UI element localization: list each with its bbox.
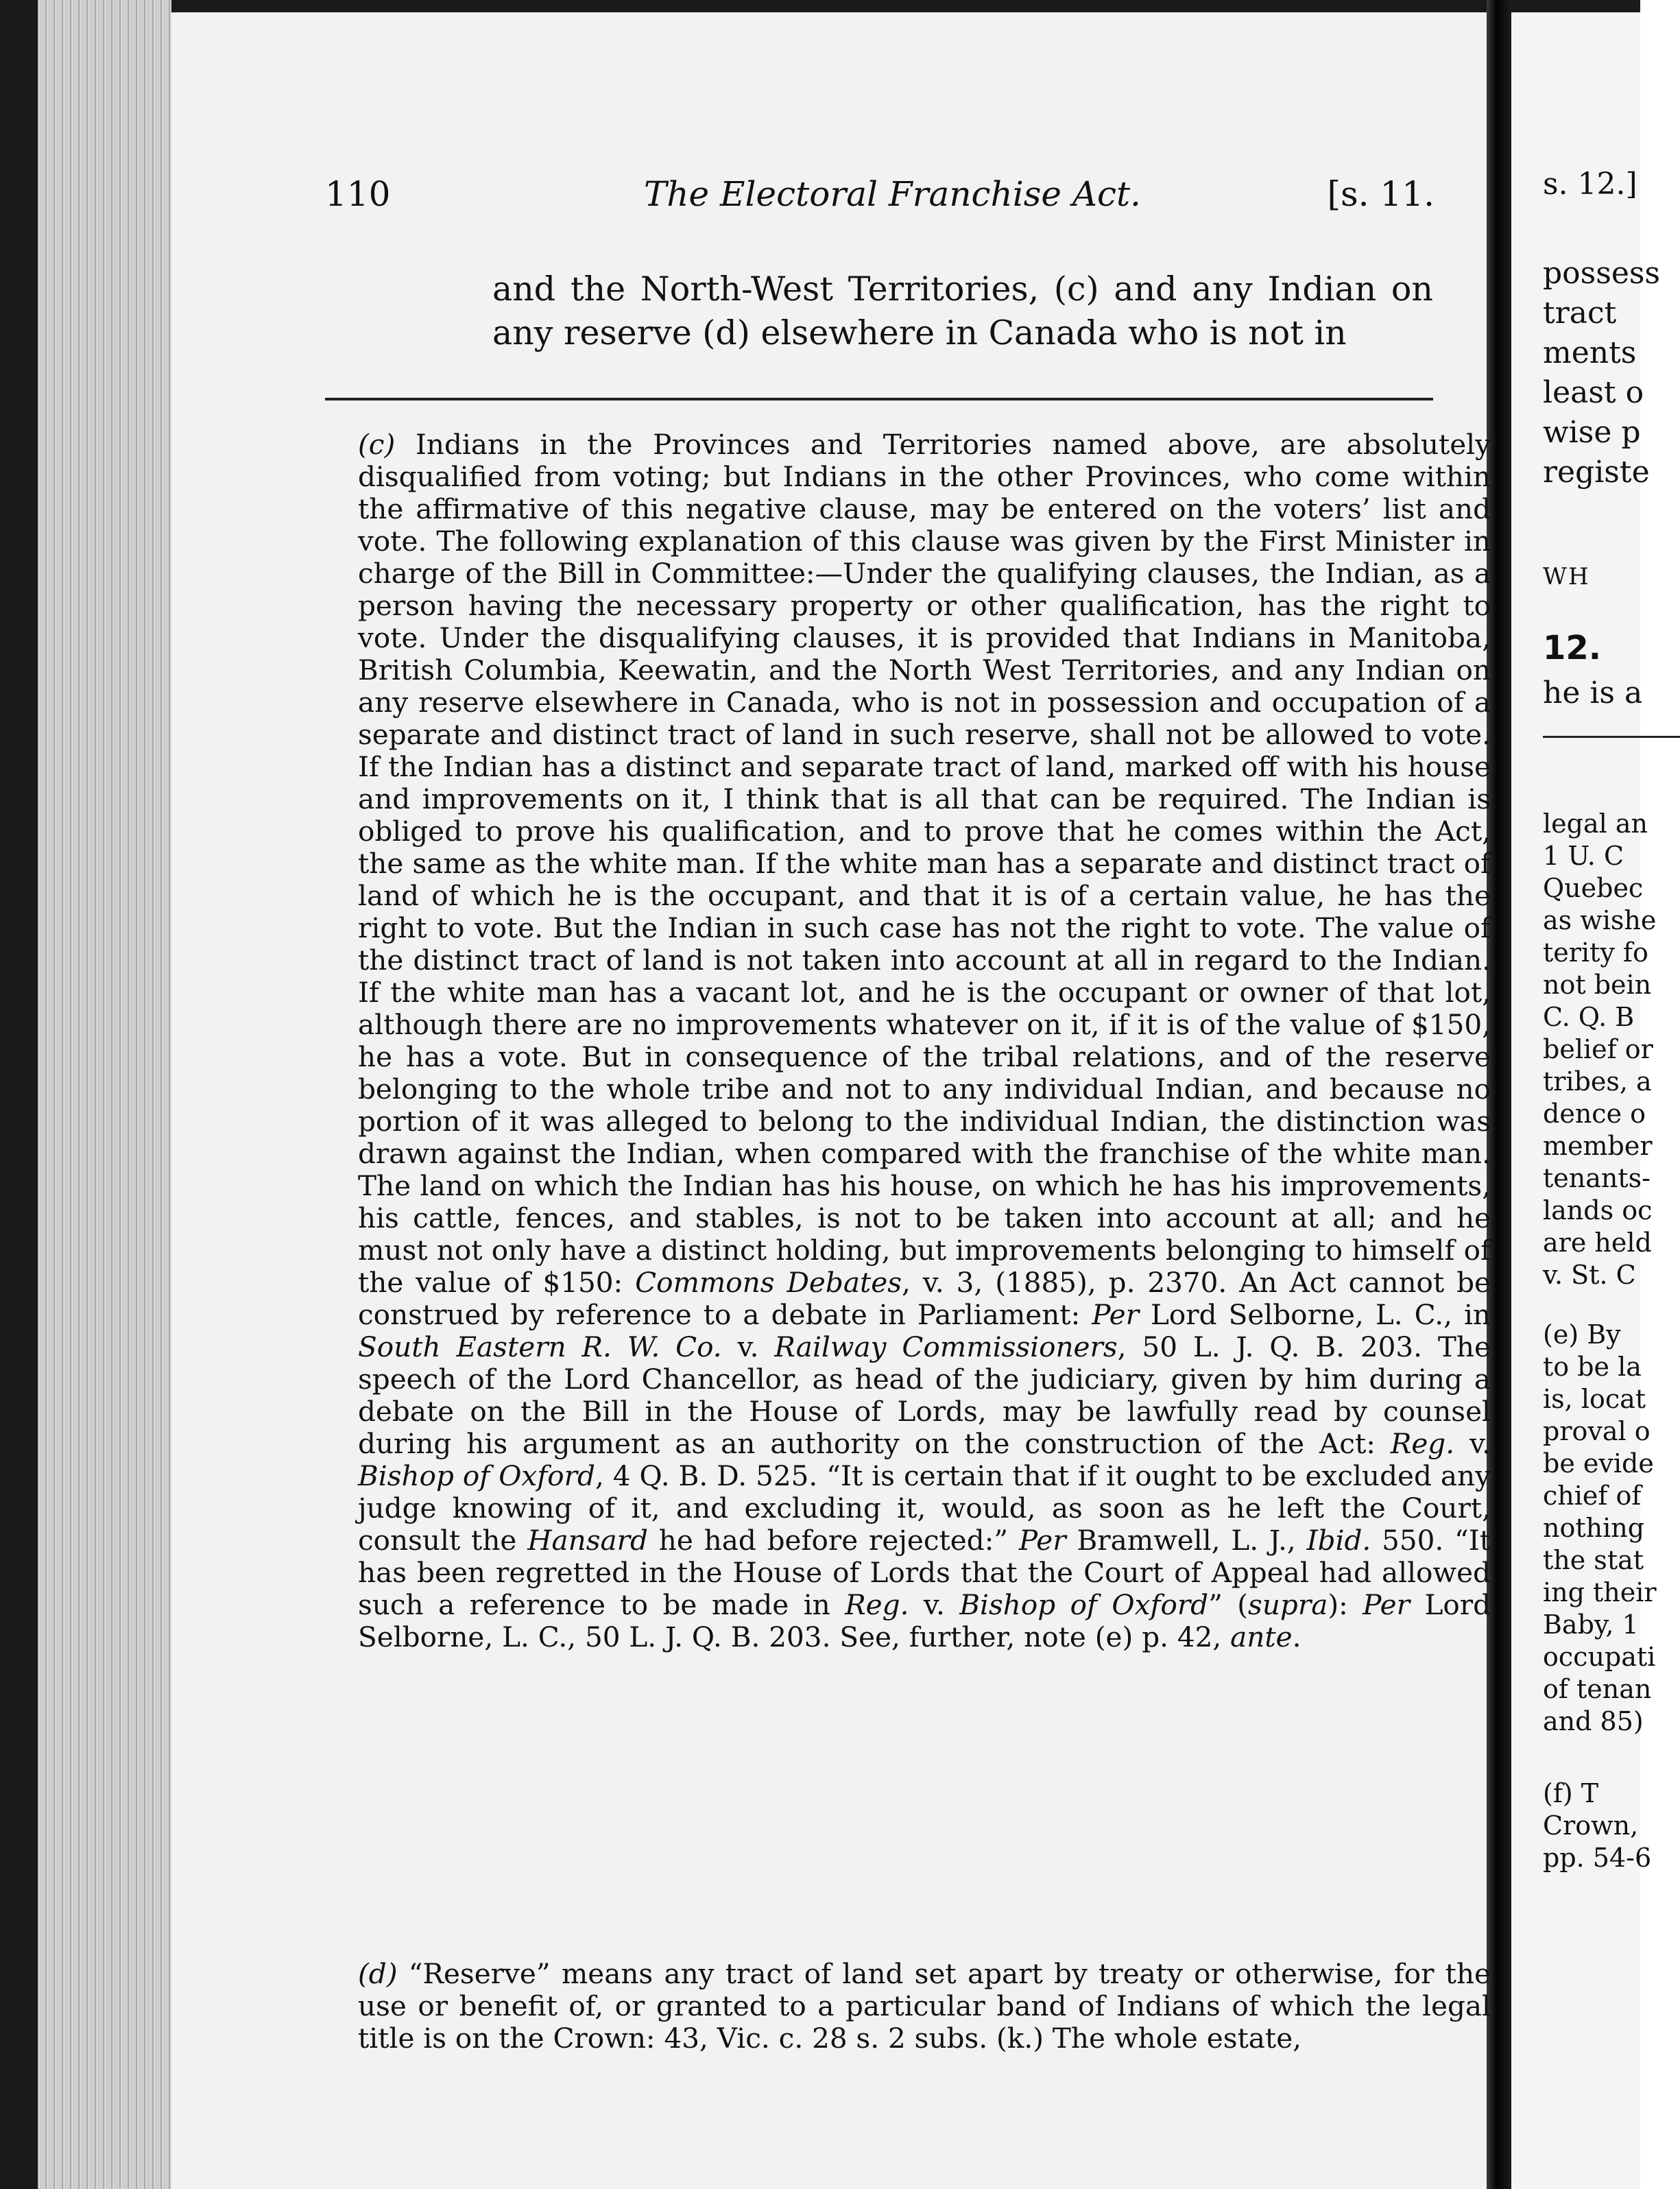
right-note-line: of tenan — [1543, 1674, 1652, 1704]
footnote-text: he had before rejected:” — [658, 1524, 1009, 1557]
right-note-line: not bein — [1543, 970, 1652, 1000]
right-body-line: ments — [1543, 335, 1637, 370]
right-note-line: occupati — [1543, 1642, 1656, 1672]
footnote-text: Lord Selborne, L. C., 50 L. J. Q. B. 203. See, further, note (e) p. 42, — [358, 1588, 1491, 1653]
right-note-line: Crown, — [1543, 1810, 1639, 1841]
footnote-citation: Bishop of Oxford — [358, 1459, 595, 1492]
footnote-text: ” ( — [1208, 1588, 1249, 1621]
running-head — [325, 165, 1463, 219]
footnote-citation: Reg. — [1390, 1427, 1455, 1460]
right-note-line: pp. 54-6 — [1543, 1843, 1652, 1873]
footnote-citation: Per — [1092, 1298, 1139, 1331]
footnote-text: , 4 Q. B. D. 525. “It is certain that if it ought to be excluded any judge knowing of it, and excluding it, would, as soon as he left the Court, consult the — [358, 1459, 1491, 1557]
right-note-line: member — [1543, 1131, 1653, 1161]
right-body-line: tract — [1543, 296, 1617, 331]
right-body-line: possess — [1543, 256, 1661, 291]
right-section-line: he is a — [1543, 675, 1643, 710]
footnote-d — [325, 1958, 1491, 2055]
right-note-line: belief or — [1543, 1034, 1653, 1064]
right-note-line: Quebec — [1543, 873, 1644, 903]
right-note-line: (f) T — [1543, 1778, 1599, 1808]
footnote-label: (c) — [358, 428, 396, 461]
footnote-citation: Per — [1018, 1524, 1066, 1557]
right-body-line: wise p — [1543, 415, 1641, 450]
footnote-citation: Reg. — [845, 1588, 909, 1621]
footnote-rule — [325, 398, 1433, 400]
footnote-citation: Bishop of Oxford — [959, 1588, 1209, 1621]
section-ref: [s. 11. — [1327, 174, 1435, 214]
footnote-citation: Railway Commissioners — [774, 1330, 1118, 1363]
footnote-text: v. — [737, 1330, 759, 1363]
footnote-text: Indians in the Provinces and Territories named above, are absolutely disqualified from voting; but Indians in the other Provinces, who come within the affirmative of this negative clause, may be entered on the voters’ list and vote. The following explanation of this clause was given by the First Minister in charge of the Bill in Committee:—Under the qualifying clauses, the Indian, as a person having the necessary property or other qualification, has the right to vote. Under the disqualifying clauses, it is provided that Indians in Manitoba, British Columbia, Keewatin, and the North West Territories, and any Indian on any reserve elsewhere in Canada, who is not in possession and occupation of a separate and distinct tract of land in such reserve, shall not be allowed to vote. If the Indian has a distinct and separate tract of land, marked off with his house and improvements on it, I think that is all that can be required. The Indian is obliged to prove his qualification, and to prove that he comes within the Act, the same as the white man. If the white man has a separate and distinct tract of land of which he is the occupant, and that it is of a certain value, he has the right to vote. But the Indian in such case has not the right to vote. The value of the distinct tract of land is not taken into account at all in regard to the Indian. If the white man has a vacant lot, and he is the occupant or owner of that lot, although there are no improvements whatever on it, if it is of the value of $150, he has a vote. But in consequence of the tribal relations, and of the reserve belonging to the whole tribe and not to any individual Indian, and because no portion of it was alleged to belong to the individual Indian, the distinction was drawn against the Indian, when compared with the franchise of the white man. The land on which the Indian has his house, on which he has his improvements, his cattle, fences, and stables, is not to be taken into account at all; and he must not only have a distinct holding, but improvements belonging to himself of the value of $150: — [358, 428, 1491, 1299]
right-section-number: 12. — [1543, 629, 1602, 667]
scan-top-edge — [0, 0, 1640, 12]
running-title: The Electoral Franchise Act. — [644, 174, 1141, 214]
right-body-line: least o — [1543, 375, 1644, 410]
right-note-line: tribes, a — [1543, 1066, 1652, 1097]
right-note-line: chief of — [1543, 1481, 1642, 1511]
footnote-text: . — [1292, 1620, 1301, 1653]
right-note-line: v. St. C — [1543, 1260, 1636, 1290]
right-note-line: C. Q. B — [1543, 1002, 1635, 1032]
right-section-ref: s. 12.] — [1543, 167, 1637, 202]
page-content — [325, 165, 1491, 2055]
right-note-line: as wishe — [1543, 905, 1657, 935]
right-note-line: (e) By — [1543, 1319, 1621, 1350]
right-note-line: be evide — [1543, 1448, 1654, 1479]
right-note-line: dence o — [1543, 1099, 1646, 1129]
body-paragraph: and the North-West Territories, (c) and any Indian on any reserve (d) elsewhere in Canada who is not in — [492, 270, 1433, 352]
footnote-text: 550. “It has been regretted in the House of Lords that the Court of Appeal had allowed such a reference to be made in — [358, 1524, 1491, 1621]
right-note-line: the stat — [1543, 1545, 1644, 1575]
footnote-text: Lord Selborne, L. C., in — [1151, 1298, 1491, 1331]
right-note-line: ing their — [1543, 1577, 1657, 1607]
right-body-line: registe — [1543, 455, 1650, 490]
right-note-line: tenants- — [1543, 1163, 1651, 1193]
footnote-text: , 50 L. J. Q. B. 203. The speech of the Lord Chancellor, as head of the judiciary, given by him during a debate on the Bill in the House of Lords, may be lawfully read by counsel during his argument as an authority on the construction of the Act: — [358, 1330, 1491, 1460]
right-note-line: are held — [1543, 1228, 1652, 1258]
right-heading: WH — [1543, 563, 1590, 590]
right-note-line: proval o — [1543, 1416, 1651, 1446]
footnote-citation: Per — [1363, 1588, 1411, 1621]
footnote-citation: Hansard — [527, 1524, 648, 1557]
footnote-text: v. — [923, 1588, 945, 1621]
footnote-citation: supra — [1248, 1588, 1328, 1621]
footnote-citation: ante — [1230, 1620, 1293, 1653]
footnote-c — [325, 429, 1491, 1653]
right-note-line: Baby, 1 — [1543, 1610, 1639, 1640]
right-note-line: is, locat — [1543, 1384, 1646, 1414]
page-number: 110 — [325, 174, 391, 214]
scan-left-border — [0, 0, 38, 2189]
footnote-citation: Commons Debates — [635, 1266, 902, 1299]
footnote-text: Bramwell, L. J., — [1077, 1524, 1296, 1557]
right-note-line: and 85) — [1543, 1706, 1644, 1736]
footnote-label: (d) — [358, 1957, 398, 1990]
right-note-line: legal an — [1543, 809, 1648, 839]
right-note-line: to be la — [1543, 1352, 1642, 1382]
right-note-line: 1 U. C — [1543, 841, 1624, 871]
footnote-text: ): — [1328, 1588, 1348, 1621]
right-note-line: lands oc — [1543, 1195, 1653, 1225]
footnote-text: , v. 3, (1885), p. 2370. An Act cannot be construed by reference to a debate in Parliament: — [358, 1266, 1491, 1331]
right-page-fragment — [1511, 12, 1661, 2189]
right-note-line: nothing — [1543, 1513, 1645, 1543]
right-footnote-rule — [1543, 736, 1680, 738]
footnote-text: v. — [1469, 1427, 1491, 1460]
footnote-citation: South Eastern R. W. Co. — [358, 1330, 722, 1363]
right-note-line: terity fo — [1543, 937, 1648, 968]
footnote-citation: Ibid. — [1306, 1524, 1371, 1557]
footnote-text: “Reserve” means any tract of land set apart by treaty or otherwise, for the use or benefit of, or granted to a particular band of Indians of which the legal title is on the Crown: 43, Vic. c. 28 s. 2 subs. (k.) The whole estate, — [358, 1957, 1491, 2055]
